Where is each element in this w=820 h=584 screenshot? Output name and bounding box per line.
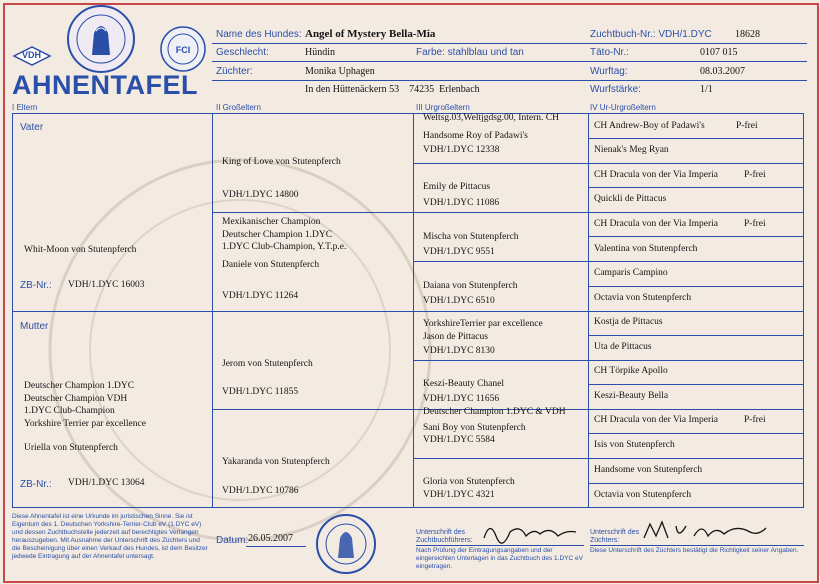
generation-header-great-grandparents: III Urgroßeltern <box>416 103 470 112</box>
great-great-grandparent <box>594 243 697 256</box>
great-great-grandparent-name: Keszi-Beauty Bella <box>594 391 669 401</box>
vdh-logo-text: VDH <box>22 50 42 60</box>
grandparent-name: Daniele von Stutenpferch <box>222 260 320 270</box>
row-divider <box>588 138 804 139</box>
divider <box>212 43 807 44</box>
great-great-grandparent <box>594 365 668 378</box>
great-great-grandparent-name: CH Andrew-Boy of Padawi's <box>594 121 705 131</box>
color-label: Farbe: stahlblau und tan <box>416 47 524 58</box>
row-divider <box>588 286 804 287</box>
club-seal-icon <box>56 3 146 75</box>
sire-zb-label: ZB-Nr.: <box>20 280 52 291</box>
great-great-grandparent-name: Octavia von Stutenpferch <box>594 293 692 303</box>
keeper-signature <box>480 518 580 544</box>
great-great-grandparent <box>594 292 691 305</box>
sire-zb: VDH/1.DYC 16003 <box>68 280 145 290</box>
row-divider <box>413 261 804 262</box>
great-grandparent-name: Daiana von Stutenpferch <box>423 281 518 291</box>
health-note: P-frei <box>744 219 766 229</box>
divider <box>212 80 807 81</box>
great-great-grandparent-name: Quickli de Pittacus <box>594 194 667 204</box>
dam-title: Deutscher Champion 1.DYC <box>24 381 135 391</box>
great-grandparent-reg: VDH/1.DYC 8130 <box>423 346 495 356</box>
date-label: Datum: <box>216 535 249 546</box>
great-grandparent-name: Emily de Pittacus <box>423 182 491 192</box>
great-great-grandparent-name: CH Dracula von der Via Imperia <box>594 170 719 180</box>
page-title: AHNENTAFEL <box>12 70 198 100</box>
great-grandparent-reg: VDH/1.DYC 11086 <box>423 197 500 208</box>
great-great-grandparent <box>594 341 652 354</box>
dog-name: Angel of Mystery Bella-Mia <box>305 28 436 40</box>
footer-disclaimer: Diese Ahnentafel ist eine Urkunde im juristischen Sinne. Sie ist Eigentum des 1. Deutschen Yorkshire-Terrier-Club eV (1.DYC eV) und dessen Zuchtbuchstelle jederzeit auf berechtigtes Verlangen herauszugeben. Mit Ausnahme der Unterschrift des Züchters und die Bescheinigung über einen Verkauf des Hundes, ist dem Besitzer jedwede Eintragung auf der Ahnentafel untersagt. <box>12 513 208 560</box>
great-great-grandparent-name: CH Dracula von der Via Imperia <box>594 415 719 425</box>
dam-title: Deutscher Champion VDH <box>24 393 128 404</box>
row-divider <box>588 335 804 336</box>
grandparent-titles <box>222 216 346 254</box>
breeder-signature-line <box>590 545 804 546</box>
great-great-grandparent <box>594 489 691 502</box>
fci-seal-text: FCI <box>175 45 191 55</box>
great-great-grandparent <box>594 414 766 427</box>
grandparent-reg: VDH/1.DYC 14800 <box>222 190 299 200</box>
row-divider <box>588 433 804 434</box>
dam-zb: VDH/1.DYC 13064 <box>68 478 145 488</box>
grandparent-reg: VDH/1.DYC 11264 <box>222 291 299 301</box>
great-grandparent-title: Weltsg.03,Weltjgdsg.00, Intern. CH <box>423 113 559 123</box>
great-grandparent-reg: VDH/1.DYC 11656 <box>423 393 500 404</box>
great-grandparent-reg: VDH/1.DYC 12338 <box>423 145 500 155</box>
great-grandparent-name: Sani Boy von Stutenpferch <box>423 422 526 433</box>
grandparent-name: Yakaranda von Stutenpferch <box>222 457 330 467</box>
health-note: P-frei <box>744 170 766 180</box>
great-great-grandparent-name: Uta de Pittacus <box>594 342 652 352</box>
great-great-grandparent <box>594 267 668 280</box>
great-grandparent <box>423 181 499 209</box>
row-divider <box>413 360 804 361</box>
row-divider <box>413 163 804 164</box>
litter-size: 1/1 <box>700 84 713 95</box>
tattoo-no: 0107 015 <box>700 47 738 58</box>
sire-dam-divider <box>12 311 804 312</box>
great-great-grandparent-name: CH Dracula von der Via Imperia <box>594 219 719 229</box>
great-grandparent <box>423 406 566 447</box>
great-grandparent <box>423 112 559 157</box>
great-grandparent-reg: VDH/1.DYC 6510 <box>423 295 495 306</box>
great-grandparent-name: Handsome Roy of Padawi's <box>423 130 528 141</box>
great-great-grandparent <box>594 169 766 182</box>
breeder-label: Züchter: <box>216 66 253 77</box>
generation-header-great-great-grandparents: IV Ur-Urgroßeltern <box>590 103 656 112</box>
great-grandparent-title: YorkshireTerrier par excellence <box>423 319 543 329</box>
date-line <box>246 546 306 547</box>
great-great-grandparent-name: Valentina von Stutenpferch <box>594 244 698 254</box>
great-great-grandparent-name: CH Törpike Apollo <box>594 366 668 376</box>
breeder-signature-label: Unterschrift des Züchters: <box>590 529 640 544</box>
great-great-grandparent <box>594 144 669 157</box>
grandparent-name: King of Love von Stutenpferch <box>222 157 341 167</box>
great-great-grandparent-name: Octavia von Stutenpferch <box>594 490 692 500</box>
grandparent-reg: VDH/1.DYC 10786 <box>222 486 299 496</box>
dam-zb-label: ZB-Nr.: <box>20 479 52 490</box>
divider <box>212 61 807 62</box>
row-divider <box>588 187 804 188</box>
great-grandparent-name: Keszi-Beauty Chanel <box>423 379 504 389</box>
grandparent-title: Deutscher Champion 1.DYC <box>222 229 333 240</box>
breeder-name: Monika Uphagen <box>305 66 375 77</box>
studbook-label: Zuchtbuch-Nr.: VDH/1.DYC <box>590 29 712 40</box>
sire-label: Vater <box>20 122 44 133</box>
issue-date: 26.05.2007 <box>248 533 293 544</box>
keeper-signature-line <box>416 545 584 546</box>
great-great-grandparent <box>594 193 666 206</box>
great-grandparent <box>423 476 515 501</box>
great-grandparent-reg: VDH/1.DYC 9551 <box>423 246 495 257</box>
dam-name: Uriella von Stutenpferch <box>24 443 118 453</box>
great-great-grandparent-name: Kostja de Pittacus <box>594 317 663 327</box>
grandparent-reg: VDH/1.DYC 11855 <box>222 387 299 397</box>
keeper-note: Nach Prüfung der Eintragungsangaben und der eingereichten Unterlagen in das Zuchtbuch des 1.DYC eV eingetragen. <box>416 547 583 570</box>
club-stamp-icon <box>314 512 378 576</box>
great-grandparent <box>423 378 504 405</box>
great-grandparent-reg: VDH/1.DYC 4321 <box>423 489 495 500</box>
great-grandparent-title: Deutscher Champion 1.DYC & VDH <box>423 407 566 417</box>
row-divider <box>413 458 804 459</box>
great-great-grandparent-name: Isis von Stutenpferch <box>594 440 675 450</box>
sex-label: Geschlecht: <box>216 47 269 58</box>
sire-name: Whit-Moon von Stutenpferch <box>24 245 137 255</box>
breeder-signature <box>640 518 770 544</box>
great-grandparent-reg: VDH/1.DYC 5584 <box>423 435 495 445</box>
great-great-grandparent <box>594 316 663 329</box>
health-note: P-frei <box>744 415 766 425</box>
litter-date-label: Wurftag: <box>590 66 628 77</box>
great-grandparent-name: Jason de Pittacus <box>423 331 488 342</box>
studbook-no: 18628 <box>735 29 760 40</box>
grandparent-title: Mexikanischer Champion <box>222 217 321 227</box>
health-note: P-frei <box>736 121 758 131</box>
row-divider <box>212 212 804 213</box>
generation-header-parents: I Eltern <box>12 103 38 112</box>
generation-header-grandparents: II Großeltern <box>216 103 261 112</box>
dam-title: Yorkshire Terrier par excellence <box>24 418 146 429</box>
great-great-grandparent <box>594 439 675 452</box>
great-grandparent-name: Gloria von Stutenpferch <box>423 477 515 487</box>
tattoo-label: Täto-Nr.: <box>590 47 629 58</box>
sex-value: Hündin <box>305 47 335 58</box>
row-divider <box>588 384 804 385</box>
great-great-grandparent-name: Nienak's Meg Ryan <box>594 145 669 155</box>
row-divider <box>588 483 804 484</box>
great-grandparent <box>423 280 517 307</box>
great-grandparent-name: Mischa von Stutenpferch <box>423 232 519 242</box>
great-grandparent <box>423 318 543 358</box>
great-great-grandparent <box>594 120 758 133</box>
great-grandparent <box>423 231 519 258</box>
keeper-signature-label: Unterschrift des Zuchtbuchführers: <box>416 529 473 544</box>
grandparent-name: Jerom von Stutenpferch <box>222 359 313 369</box>
grandparent-title: 1.DYC Club-Champion, Y.T.p.e. <box>222 242 347 252</box>
breeder-address: In den Hüttenäckern 53 74235 Erlenbach <box>305 84 480 95</box>
great-great-grandparent <box>594 218 766 231</box>
dam-titles <box>24 380 146 430</box>
dam-title: 1.DYC Club-Champion <box>24 406 115 416</box>
great-great-grandparent <box>594 464 702 477</box>
vdh-logo <box>12 46 52 66</box>
fci-seal-icon <box>158 24 208 74</box>
breeder-note: Diese Unterschrift des Züchters bestätigt die Richtigkeit seiner Angaben. <box>590 547 799 554</box>
row-divider <box>588 236 804 237</box>
litter-size-label: Wurfstärke: <box>590 84 641 95</box>
great-great-grandparent-name: Handsome von Stutenpferch <box>594 465 703 475</box>
great-great-grandparent <box>594 390 668 403</box>
dam-label: Mutter <box>20 321 49 332</box>
great-great-grandparent-name: Camparis Campino <box>594 268 668 278</box>
dog-name-label: Name des Hundes: <box>216 29 302 40</box>
litter-date: 08.03.2007 <box>700 66 745 77</box>
